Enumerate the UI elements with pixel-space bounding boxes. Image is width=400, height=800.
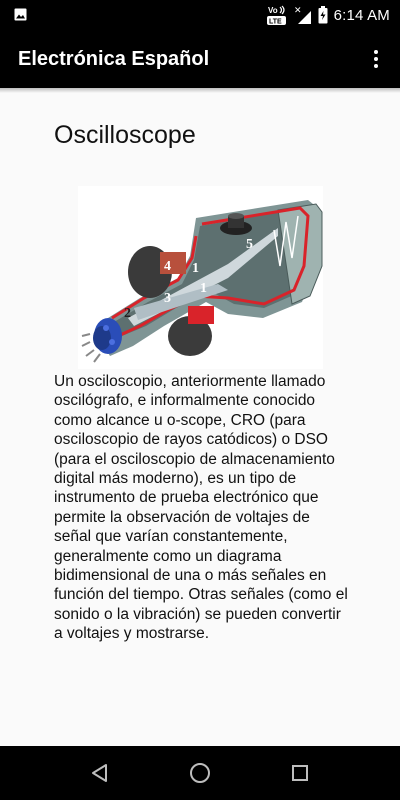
- navigation-bar: [0, 746, 400, 800]
- oscilloscope-illustration: [78, 186, 323, 369]
- back-icon[interactable]: [88, 761, 112, 785]
- app-title: Electrónica Español: [18, 47, 210, 70]
- figure-label-1: 1: [192, 261, 199, 276]
- image-icon: [14, 8, 27, 21]
- status-icons: [266, 0, 390, 30]
- figure-label-5: 5: [246, 237, 253, 252]
- app-bar: [0, 30, 400, 88]
- status-time: 6:14 AM: [333, 6, 390, 24]
- volte-icon: [266, 4, 288, 26]
- article-content: [0, 88, 400, 746]
- figure-label-3: 3: [164, 291, 171, 306]
- recents-icon[interactable]: [288, 761, 312, 785]
- signal-icon: [294, 5, 312, 25]
- figure-label-2: 2: [124, 306, 131, 321]
- page-title: Oscilloscope: [54, 121, 196, 149]
- article-body: Un osciloscopio, anteriormente llamado oscilógrafo, e informalmente conocido como alcance u o-scope, CRO (para osciloscopio de rayos catódicos) o DSO (para el osciloscopio de almacenamiento digital más moderno), es un tipo de instrumento de prueba electrónico que permite la observación de voltajes de señal que varían constantemente, generalmente como un diagrama bidimensional de una o más señales en función del tiempo. Otras señales (como el sonido o la vibración) se pueden convertir a voltajes y mostrarse.: [54, 373, 348, 643]
- lte-label: LTE: [268, 18, 282, 26]
- figure-label-1b: 1: [200, 281, 207, 296]
- home-icon[interactable]: [188, 761, 212, 785]
- svg-text:✕: ✕: [293, 5, 302, 15]
- status-bar: [0, 0, 400, 30]
- battery-icon: [318, 6, 328, 24]
- more-vert-icon[interactable]: [364, 46, 388, 72]
- svg-text:Vo: Vo: [267, 6, 278, 15]
- figure-label-4: 4: [164, 259, 171, 274]
